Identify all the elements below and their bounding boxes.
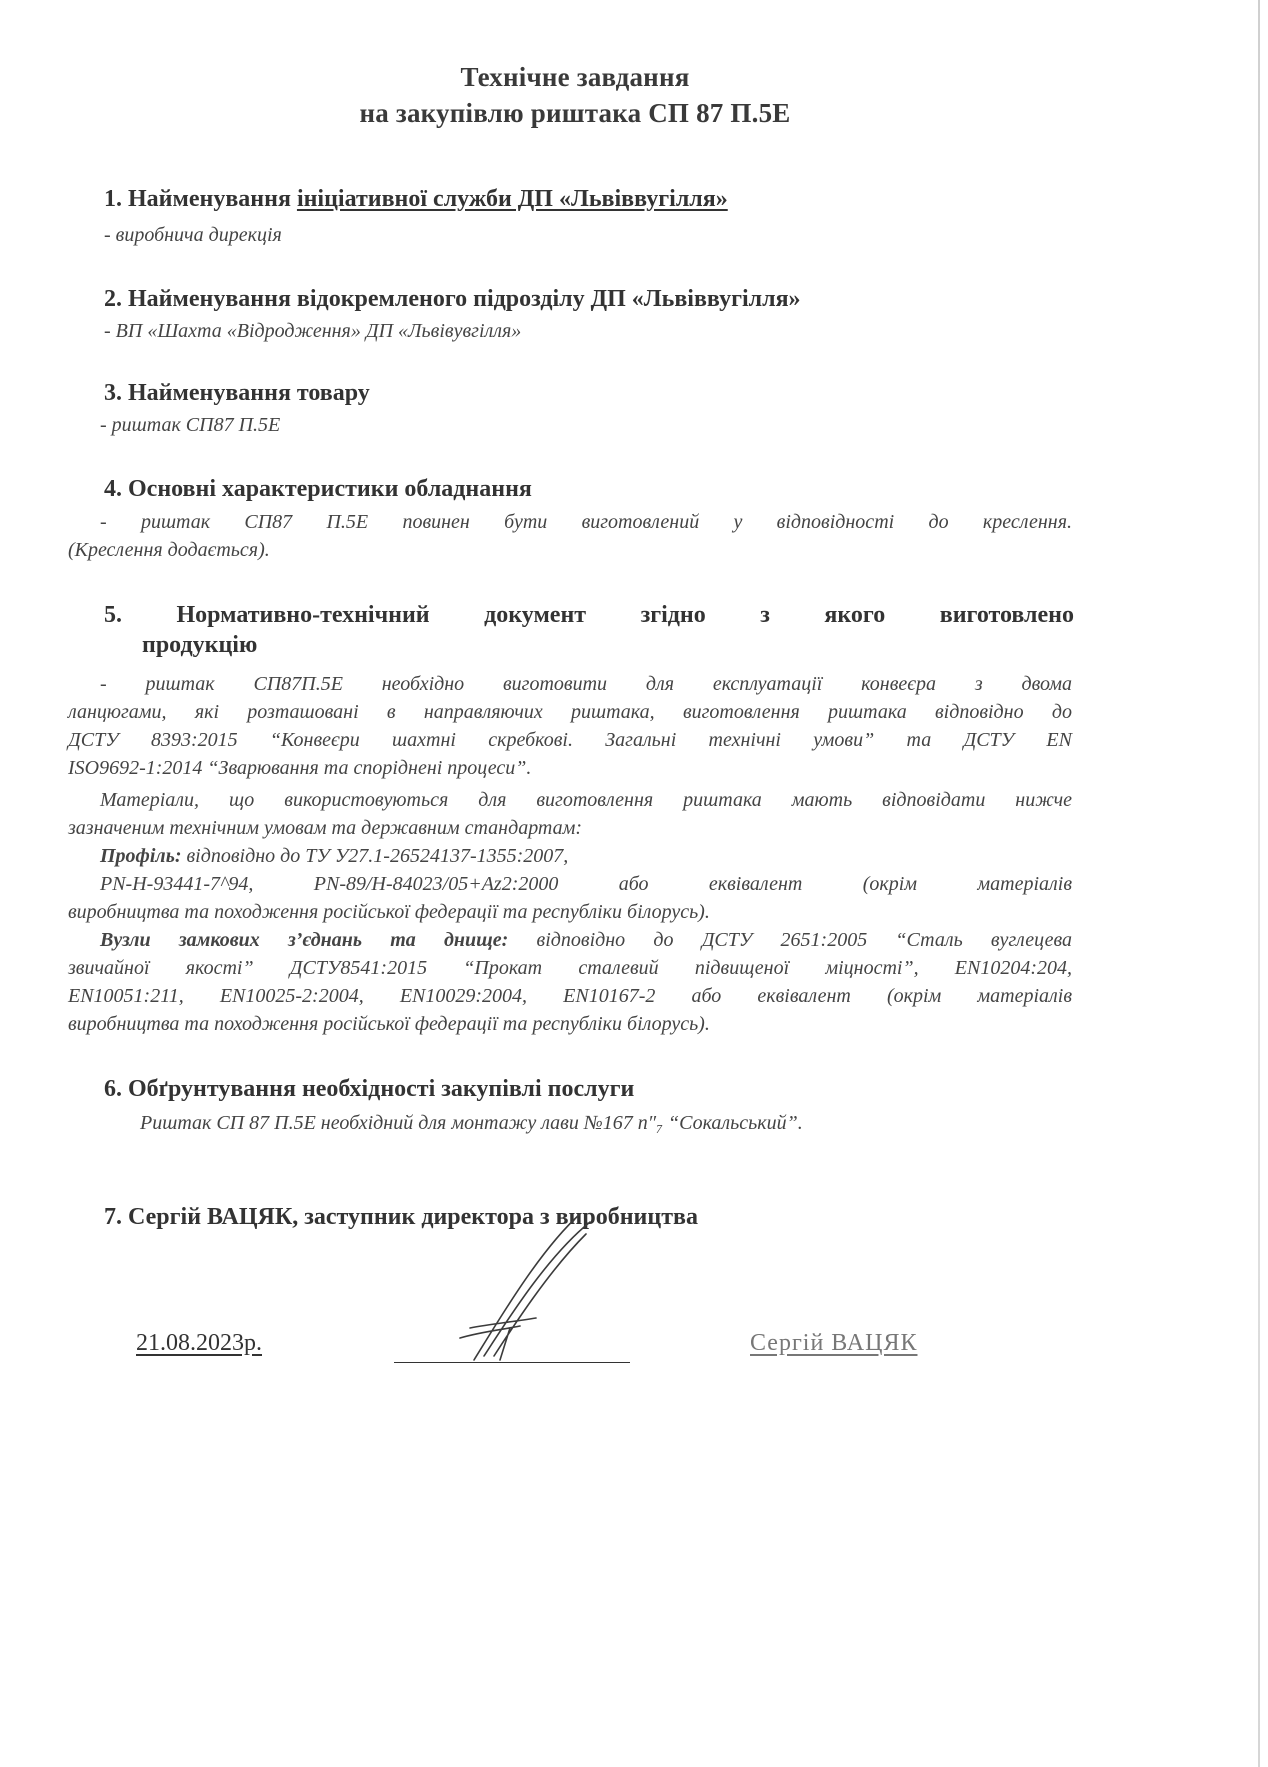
section-6-text: Риштак СП 87 П.5Е необхідний для монтажу лави №167 п″₇ “Сокальський”. (140, 1112, 803, 1134)
section-5-nodes-line-3: EN10051:211, EN10025-2:2004, EN10029:2004, EN10167-2 або еквівалент (окрім матеріалів (68, 985, 1072, 1007)
section-5-p2-line-2: зазначеним технічним умовам та державним стандартам: (68, 817, 583, 839)
section-3-heading: 3. Найменування товару (104, 380, 370, 406)
section-5-heading-line-1: 5. Нормативно-технічний документ згідно з якого виготовлено (104, 602, 1074, 628)
signature-date: 21.08.2023р. (136, 1330, 262, 1356)
document-title: Технічне завдання (460, 62, 690, 92)
signer-name: Сергій ВАЦЯК (750, 1330, 918, 1356)
section-5-nodes-line-4: виробництва та походження російської федерації та республіки білорусь). (68, 1013, 710, 1035)
section-5-p1-line-4: ISO9692-1:2014 “Зварювання та споріднені процеси”. (68, 757, 532, 779)
section-5-profile-line-3: виробництва та походження російської федерації та республіки білорусь). (68, 901, 710, 923)
section-5-heading-line-2: продукцію (142, 632, 258, 658)
section-7-heading: 7. Сергій ВАЦЯК, заступник директора з виробництва (104, 1204, 698, 1230)
section-4-text (68, 508, 1072, 564)
section-5-p1-line-3: ДСТУ 8393:2015 “Конвеєри шахтні скребкові. Загальні технічні умови” та ДСТУ EN (68, 729, 1072, 751)
section-5-paragraph-2 (68, 786, 1072, 1038)
section-5-p2-line-1: Матеріали, що використовуються для виготовлення риштака мають відповідати нижче (100, 789, 1072, 811)
section-1-heading-underlined: ініціативної служби ДП «Львіввугілля» (296, 186, 728, 212)
section-1-item: - виробнича дирекція (104, 224, 282, 246)
section-5-heading (104, 600, 1074, 660)
signature-row (0, 1330, 1150, 1390)
section-3-item: - риштак СП87 П.5Е (100, 414, 281, 436)
section-6-heading: 6. Обґрунтування необхідності закупівлі послуги (104, 1076, 635, 1102)
section-2-heading: 2. Найменування відокремленого підрозділу ДП «Львіввугілля» (104, 286, 801, 312)
section-5-profile-line-2: PN-H-93441-7^94, PN-89/H-84023/05+Az2:2000 або еквівалент (окрім матеріалів (100, 873, 1072, 895)
handwritten-signature-icon (440, 1210, 600, 1370)
section-2-item: - ВП «Шахта «Відродження» ДП «Львівувгілля» (104, 320, 522, 342)
section-5-nodes-line-1 (68, 926, 1072, 954)
section-4-line-2: (Креслення додається). (68, 539, 270, 561)
section-4-heading: 4. Основні характеристики обладнання (104, 476, 532, 502)
section-1-heading-prefix: 1. Найменування (104, 186, 297, 212)
section-5-profile-line-1 (68, 842, 1072, 870)
profile-text: відповідно до ТУ У27.1-26524137-1355:2007, (181, 845, 569, 867)
scan-edge-line (1258, 0, 1260, 1767)
nodes-text: відповідно до ДСТУ 2651:2005 “Сталь вуглецева (508, 929, 1072, 951)
section-5-p1-line-2: ланцюгами, які розташовані в направляючих риштака, виготовлення риштака відповідно до (68, 701, 1072, 723)
section-5-p1-line-1: - риштак СП87П.5Е необхідно виготовити для експлуатації конвеєра з двома (100, 673, 1072, 695)
section-5-paragraph-1 (68, 670, 1072, 782)
section-4-line-1: - риштак СП87 П.5Е повинен бути виготовлений у відповідності до креслення. (100, 511, 1072, 533)
section-5-nodes-line-2: звичайної якості” ДСТУ8541:2015 “Прокат сталевий підвищеної міцності”, EN10204:204, (68, 957, 1072, 979)
section-1-heading (104, 186, 728, 213)
nodes-label: Вузли замкових з’єднань та днище: (100, 929, 509, 951)
profile-label: Профіль: (100, 845, 182, 867)
document-subtitle: на закупівлю риштака СП 87 П.5Е (359, 98, 791, 128)
